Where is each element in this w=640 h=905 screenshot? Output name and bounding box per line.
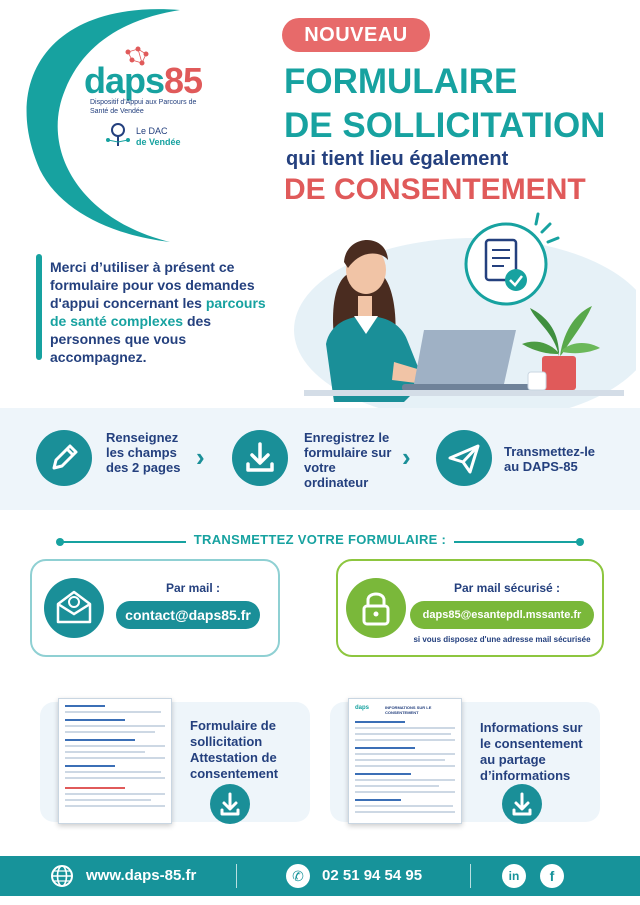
- send-icon: [436, 430, 492, 486]
- secure-mail-card: [336, 559, 604, 657]
- phone-icon: ✆: [286, 864, 310, 888]
- form-thumbnail[interactable]: [58, 698, 172, 824]
- document-title-form: Formulaire de sollicitation Attestation de consentement: [190, 718, 279, 781]
- logo-name: daps: [84, 60, 165, 101]
- thumb-logo: daps: [355, 705, 370, 711]
- logo-subtitle: Dispositif d'Appui aux Parcours de Santé de Vendée: [90, 99, 197, 115]
- download-icon: [232, 430, 288, 486]
- step-send-circle: [436, 430, 492, 486]
- daps-logo: [84, 60, 202, 102]
- title-line-4: DE CONSENTEMENT: [284, 173, 586, 206]
- secure-mail-address-link[interactable]: daps85@esantepdl.mssante.fr: [410, 601, 594, 629]
- footer-phone[interactable]: 02 51 94 54 95: [322, 867, 423, 884]
- thumb-heading: INFORMATIONS SUR LE CONSENTEMENT: [385, 705, 432, 715]
- globe-icon: [50, 864, 74, 888]
- dac-logo-text: [136, 126, 181, 148]
- chevron-right-icon: ›: [402, 442, 411, 472]
- linkedin-icon[interactable]: in: [502, 864, 526, 888]
- mail-card: [30, 559, 280, 657]
- facebook-icon[interactable]: f: [540, 864, 564, 888]
- woman-laptop-illustration: [274, 212, 636, 412]
- footer-separator: [236, 864, 237, 888]
- intro-part-2: des personnes que vous accompagnez.: [50, 313, 212, 365]
- dac-prefix: Le DAC: [136, 126, 168, 136]
- transmit-title-text: TRANSMETTEZ VOTRE FORMULAIRE :: [186, 532, 454, 547]
- consent-info-thumbnail[interactable]: [348, 698, 462, 824]
- document-title-consent-info: Informations sur le consentement au partage d’informations: [480, 720, 583, 783]
- intro-highlight: parcours de santé complexes: [50, 295, 266, 329]
- intro-text: [50, 258, 280, 366]
- title-line-1: FORMULAIRE: [284, 62, 518, 101]
- steps-band: [0, 408, 640, 510]
- intro-accent-bar: [36, 254, 42, 360]
- step-pencil-circle: [36, 430, 92, 486]
- footer-website-link[interactable]: www.daps-85.fr: [86, 867, 197, 884]
- secure-mail-label: Par mail sécurisé :: [453, 581, 561, 595]
- transmit-title: [0, 532, 640, 547]
- mail-address-link[interactable]: contact@daps85.fr: [116, 601, 260, 629]
- lock-icon-circle: [346, 578, 406, 638]
- step-2-text: Enregistrez le formulaire sur votre ordinateur: [304, 430, 392, 490]
- step-1-text: Renseignez les champs des 2 pages: [106, 430, 181, 475]
- envelope-at-icon: [44, 578, 104, 638]
- footer-separator: [470, 864, 471, 888]
- lock-icon: [346, 578, 406, 638]
- step-3-text: Transmettez-le au DAPS-85: [504, 444, 596, 474]
- logo-number: 85: [164, 60, 203, 101]
- secure-mail-note: si vous disposez d'une adresse mail sécurisée: [413, 635, 591, 644]
- title-line-2: DE SOLLICITATION: [284, 106, 606, 145]
- dac-name: de Vendée: [136, 137, 181, 147]
- dac-location-icon: [104, 120, 132, 148]
- intro-part-1: Merci d’utiliser à présent ce formulaire pour vos demandes d'appui concernant les: [50, 259, 255, 311]
- download-icon: [502, 784, 542, 824]
- footer-bar: [0, 856, 640, 896]
- document-card-form: [40, 702, 310, 822]
- document-card-consent-info: [330, 702, 600, 822]
- pencil-icon: [36, 430, 92, 486]
- mail-label: Par mail :: [165, 581, 221, 595]
- step-download-circle: [232, 430, 288, 486]
- download-icon: [210, 784, 250, 824]
- chevron-right-icon: ›: [196, 442, 205, 472]
- download-form-button[interactable]: [210, 784, 250, 824]
- download-consent-info-button[interactable]: [502, 784, 542, 824]
- new-badge: NOUVEAU: [282, 18, 430, 52]
- title-line-3: qui tient lieu également: [286, 148, 509, 170]
- mail-icon-circle: [44, 578, 104, 638]
